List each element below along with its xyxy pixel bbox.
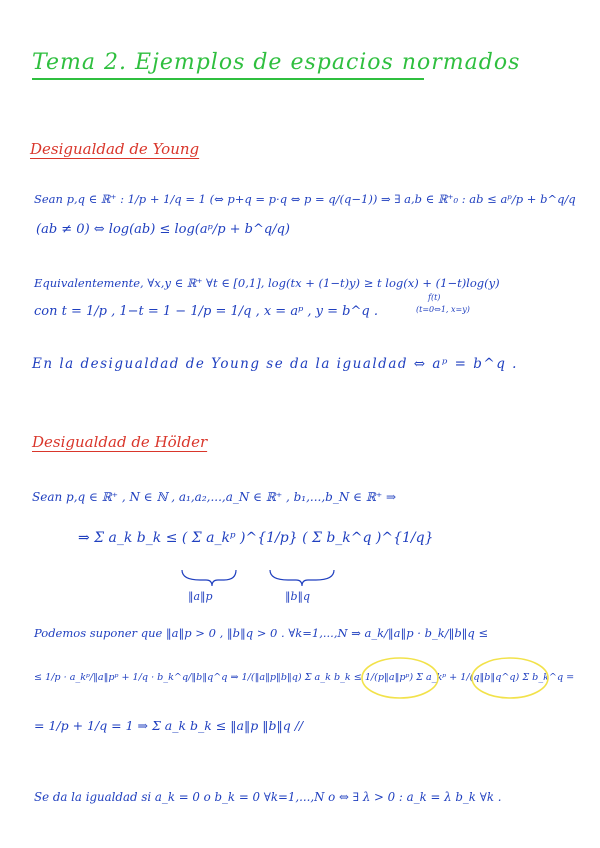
young-line-1: Sean p,q ∈ ℝ⁺ : 1/p + 1/q = 1 (⇔ p+q = p·q ⇔ p = q/(q−1)) ⇒ ∃ a,b ∈ ℝ⁺₀ : ab ≤ aᵖ/p + b^q/q	[34, 192, 576, 206]
brace-label-b: ‖b‖q	[285, 590, 311, 603]
highlight-circle-1	[362, 658, 438, 698]
holder-equality: Se da la igualdad si a_k = 0 o b_k = 0 ∀k=1,...,N o ⇔ ∃ λ > 0 : a_k = λ b_k ∀k .	[34, 790, 502, 804]
holder-heading: Desigualdad de Hölder	[32, 433, 208, 451]
holder-podemos: Podemos suponer que ‖a‖p > 0 , ‖b‖q > 0 . ∀k=1,...,N ⇒ a_k/‖a‖p · b_k/‖b‖q ≤	[34, 626, 489, 640]
young-line-2: (ab ≠ 0) ⇔ log(ab) ≤ log(aᵖ/p + b^q/q)	[36, 222, 290, 237]
note-f-t: f(t)	[428, 293, 441, 302]
brace-norm-a	[182, 570, 236, 586]
highlight-circle-2	[472, 658, 548, 698]
brace-label-a: ‖a‖p	[188, 590, 213, 603]
holder-final: = 1/p + 1/q = 1 ⇒ Σ a_k b_k ≤ ‖a‖p ‖b‖q //	[34, 718, 304, 733]
note-t-range: (t=0⇔1, x=y)	[416, 305, 470, 314]
young-equality: En la desigualdad de Young se da la igualdad ⇔ aᵖ = b^q .	[32, 356, 518, 372]
brace-norm-b	[270, 570, 334, 586]
young-equivalently: Equivalentemente, ∀x,y ∈ ℝ⁺ ∀t ∈ [0,1], log(tx + (1−t)y) ≥ t log(x) + (1−t)log(y)	[34, 276, 500, 290]
young-substitution: con t = 1/p , 1−t = 1 − 1/p = 1/q , x = aᵖ , y = b^q .	[34, 304, 378, 319]
page-title: Tema 2. Ejemplos de espacios normados	[32, 50, 521, 75]
young-heading: Desigualdad de Young	[30, 140, 200, 158]
holder-young-step: ≤ 1/p · a_kᵖ/‖a‖pᵖ + 1/q · b_k^q/‖b‖q^q ⇒ 1/(‖a‖p‖b‖q) Σ a_k b_k ≤ 1/(p‖a‖pᵖ) Σ a_kᵖ + 1/(q‖b‖q^q) Σ b_k^q =	[34, 672, 575, 683]
holder-line-1: Sean p,q ∈ ℝ⁺ , N ∈ ℕ , a₁,a₂,...,a_N ∈ ℝ⁺ , b₁,...,b_N ∈ ℝ⁺ ⇒	[32, 490, 397, 504]
holder-formula: ⇒ Σ a_k b_k ≤ ( Σ a_kᵖ )^{1/p} ( Σ b_k^q )^{1/q}	[78, 530, 434, 546]
